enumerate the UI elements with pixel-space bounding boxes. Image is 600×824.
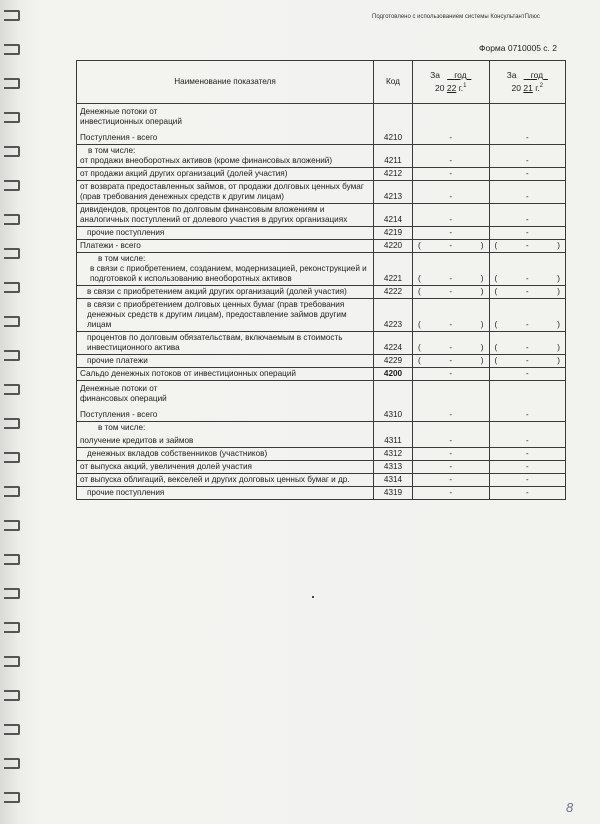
table-row: от выпуска акций, увеличения долей участия 4313 - - <box>77 461 566 474</box>
table-row: дивидендов, процентов по долговым финансовым вложениям и аналогичных поступлений от долевого участия в других организациях 4214 - - <box>77 204 566 227</box>
binding-holes <box>0 0 30 824</box>
table-row: от возврата предоставленных займов, от продажи долговых ценных бумаг (прав требования денежных средств к другим лицам) 4213 - - <box>77 181 566 204</box>
cash-flow-table <box>76 60 566 500</box>
table-row: прочие поступления 4219 - - <box>77 227 566 240</box>
column-header-2022: За год 20 22 г.$^1$ <box>413 61 490 104</box>
table-row: в связи с приобретением долговых ценных бумаг (прав требования денежных средств к другим лицам), предоставление займов другим лицам 4223 ( - ) ( - ) <box>77 299 566 332</box>
table-row: прочие платежи 4229 ( - ) ( - ) <box>77 355 566 368</box>
table-row: в связи с приобретением акций других организаций (долей участия) 4222 ( - ) ( - ) <box>77 286 566 299</box>
table-header-row <box>77 61 566 104</box>
table-row: Платежи - всего 4220 ( - ) ( - ) <box>77 240 566 253</box>
table-row: Сальдо денежных потоков от инвестиционных операций 4200 - - <box>77 368 566 381</box>
table-row: в том числе: в связи с приобретением, созданием, модернизацией, реконструкцией и подготовкой к использованию внеоборотных активов 4221 ( - ) ( - ) <box>77 253 566 286</box>
table-row: прочие поступления 4319 - - <box>77 487 566 500</box>
header-note: Подготовлено с использованием системы КонсультантПлюс <box>372 14 540 20</box>
table-row: Денежные потоки от финансовых операций Поступления - всего 4310 - - <box>77 381 566 422</box>
section-title-investing: Денежные потоки от инвестиционных операций <box>80 107 182 126</box>
form-reference: Форма 0710005 с. 2 <box>479 43 558 53</box>
table-row: процентов по долговым обязательствам, включаемым в стоимость инвестиционного актива 4224 ( - ) ( - ) <box>77 332 566 355</box>
table-row: от выпуска облигаций, векселей и других долговых ценных бумаг и др. 4314 - - <box>77 474 566 487</box>
column-header-2021: За год 20 21 г.$^2$ <box>489 61 566 104</box>
table-row: в том числе: от продажи внеоборотных активов (кроме финансовых вложений) 4211 - - <box>77 145 566 168</box>
handwritten-page-number: 8 <box>566 800 574 815</box>
section-title-financing: Денежные потоки от финансовых операций <box>80 384 167 403</box>
table-row: денежных вкладов собственников (участников) 4312 - - <box>77 448 566 461</box>
column-header-name: Наименование показателя <box>77 61 374 104</box>
ink-dot <box>312 596 314 598</box>
column-header-code: Код <box>374 61 413 104</box>
table-row: от продажи акций других организаций (долей участия) 4212 - - <box>77 168 566 181</box>
table-row: в том числе: получение кредитов и займов 4311 - - <box>77 422 566 448</box>
table-row: Денежные потоки от инвестиционных операций Поступления - всего 4210 - - <box>77 104 566 145</box>
